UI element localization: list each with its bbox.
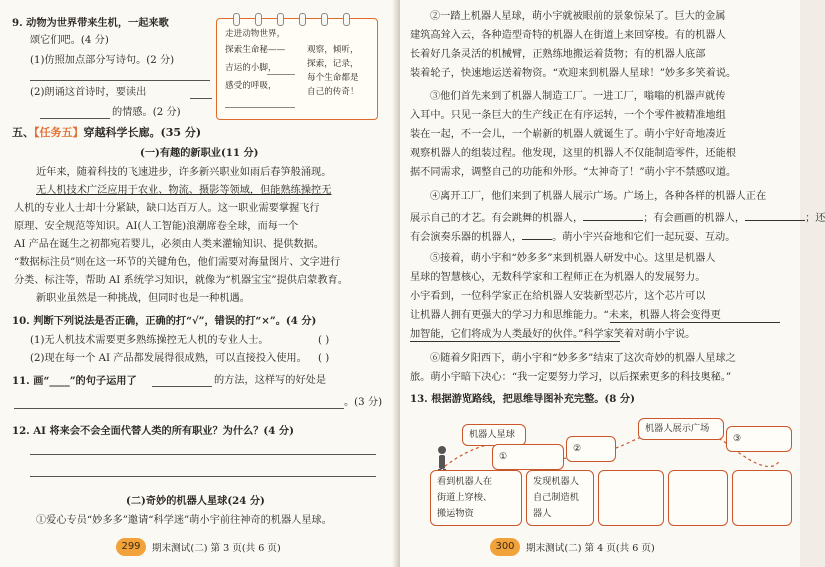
right-para-line: 入耳中。只见一条巨大的生产线正在有序运转，一个个零件被精准地组 (410, 110, 726, 121)
passage1-line: 分类、标注等，帮助 AI 系统学习知识，就像为“机器宝宝”提供启蒙教育。 (14, 275, 348, 286)
q10-s1: (1)无人机技术需要更多熟练操控无人机的专业人士。 (30, 335, 269, 346)
map-detail-2: 发现机器人 自己制造机 器人 (526, 470, 594, 526)
q9-title2: 颂它们吧。(4 分) (30, 35, 109, 46)
underline-mark (410, 341, 620, 342)
right-para-line: 建筑高耸入云，各种造型奇特的机器人在街道上来回穿梭。有的机器人 (410, 30, 726, 41)
q11-blank-2[interactable] (14, 408, 344, 409)
map-node-2[interactable]: ② (566, 436, 616, 462)
map-detail-blank[interactable] (732, 470, 792, 526)
blank[interactable] (583, 209, 643, 221)
right-para-line: 旅。萌小宇暗下决心：“我一定要努力学习，以后探索更多的科技奥秘。” (410, 372, 732, 383)
q9-answer-line-1[interactable] (30, 80, 210, 81)
part2-title: (二)奇妙的机器人星球(24 分) (126, 495, 265, 507)
q9-title: 9. 动物为世界带来生机，一起来歌 (12, 17, 169, 29)
poem-line: 探索，记录， (307, 59, 359, 69)
right-para-line: 小宇看到，一位科学家正在给机器人安装新型芯片，这个芯片可以 (410, 291, 706, 302)
q9-sub2b: 的情感。(2 分) (112, 107, 181, 118)
right-para-line: ②一踏上机器人星球，萌小宇就被眼前的景象惊呆了。巨大的金属 (430, 11, 726, 22)
map-detail-blank[interactable] (668, 470, 728, 526)
blank[interactable] (522, 228, 552, 240)
q9-sub1: (1)仿照加点部分写诗句。(2 分) (30, 55, 175, 66)
part1-title: (一)有趣的新职业(11 分) (140, 147, 259, 159)
part2-p1: ①爱心专员“妙多多”邀请“科学迷”萌小宇前往神奇的机器人星球。 (36, 515, 332, 526)
poem-line: 观察，倾听， (307, 45, 359, 55)
q11-c: 。(3 分) (344, 397, 383, 408)
map-detail-blank[interactable] (598, 470, 664, 526)
poem-line: 每个生命都是 (307, 73, 359, 83)
right-para-line: ④离开工厂，他们来到了机器人展示广场。广场上，各种各样的机器人正在 (430, 191, 767, 202)
q9-answer-line-2b[interactable] (40, 118, 110, 119)
right-para-line: 加智能，它们将成为人类最好的伙伴。”科学家笑着对萌小宇说。 (410, 329, 696, 340)
page-footer: 期末测试(二) 第 4 页(共 6 页) (526, 543, 655, 554)
map-node-start: 机器人星球 (462, 424, 526, 446)
right-para-line: 据不同需求，调整自己的功能和外形。“太神奇了！”萌小宇不禁感叹道。 (410, 167, 737, 178)
right-para-line: 有会演奏乐器的机器人， 。萌小宇兴奋地和它们一起玩耍、互动。 (410, 228, 735, 245)
q12-answer-line[interactable] (30, 476, 376, 477)
q12-title: 12. AI 将来会不会全面代替人类的所有职业？为什么？(4 分) (12, 425, 294, 437)
passage1-line: AI 产品在诞生之初都宛若婴儿，必须由人类来灌输知识、提供数据。 (14, 239, 325, 250)
q10-s2: (2)现在每一个 AI 产品都发展得很成熟，可以直接投入使用。 (30, 353, 307, 364)
poem-note (216, 18, 378, 120)
underline-mark (610, 322, 780, 323)
passage1-line: 新职业虽然是一种挑战，但同时也是一种机遇。 (36, 293, 250, 304)
poem-line: 感受的呼吸， (225, 81, 277, 91)
map-detail-1: 看到机器人在 街道上穿梭、 搬运物资 (430, 470, 522, 526)
q13-title: 13. 根据游览路线，把思维导图补充完整。(8 分) (410, 393, 635, 405)
q10-title: 10. 判断下列说法是否正确，正确的打“√”，错误的打“×”。(4 分) (12, 315, 317, 327)
q9-answer-line-2a[interactable] (190, 98, 212, 99)
passage1-line: 原理、安全规范等知识。AI(人工智能)浪潮席卷全球，而每一个 (14, 221, 299, 232)
right-page (400, 0, 825, 567)
right-para-line: 让机器人拥有更强大的学习力和思维能力。“未来，机器人将会变得更 (410, 310, 721, 321)
poem-line: 走进动物世界， (225, 29, 286, 39)
map-node-square: 机器人展示广场 (638, 418, 724, 440)
q10-answer-1[interactable]: ( ) (318, 335, 330, 346)
q12-answer-line[interactable] (30, 454, 376, 455)
right-para-line: 长着好几条灵活的机械臂，正熟练地搬运着货物；有的机器人底部 (410, 49, 706, 60)
right-para-line: 装着轮子，快速地运送着物资。“欢迎来到机器人星球！”妙多多笑着说。 (410, 68, 737, 79)
passage1-line: 人机的专业人士却十分紧缺，缺口达百万人。这一职业需要掌握飞行 (14, 203, 320, 214)
right-para-line: 装在一起，不一会儿，一个崭新的机器人就诞生了。萌小宇好奇地凑近 (410, 129, 726, 140)
passage1-line: 无人机技术广泛应用于农业、物流、摄影等领域，但能熟练操控无 (36, 185, 332, 196)
right-para-line: ③他们首先来到了机器人制造工厂。一进工厂，嗡嗡的机器声就传 (430, 91, 726, 102)
map-node-1[interactable]: ① (492, 444, 564, 470)
page-number: 300 (490, 538, 520, 556)
right-para-line: 星球的智慧核心，无数科学家和工程师正在为机器人的发展努力。 (410, 272, 706, 283)
blank[interactable] (745, 209, 805, 221)
passage1-line: “数据标注员”则在这一环节的关键角色，他们需要对海量图片、文字进行 (14, 257, 341, 268)
right-para-line: 展示自己的才艺。有会跳舞的机器人， ；有会画画的机器人， ；还 (410, 209, 825, 226)
q11-a: 11. 画“____”的句子运用了 (12, 375, 137, 387)
poem-blank[interactable] (225, 107, 295, 108)
q11-b: 的方法，这样写的好处是 (214, 375, 327, 386)
poem-line: 探索生命秘—— (225, 45, 286, 55)
poem-line: 自己的传奇！ (307, 87, 359, 97)
right-para-line: ⑤接着，萌小宇和“妙多多”来到机器人研发中心。这里是机器人 (430, 253, 716, 264)
right-para-line: ⑥随着夕阳西下，萌小宇和“妙多多”结束了这次奇妙的机器人星球之 (430, 353, 736, 364)
section5-heading: 五、【任务五】穿越科学长廊。(35 分) (12, 126, 202, 139)
page-number: 299 (116, 538, 146, 556)
page-footer: 期末测试(二) 第 3 页(共 6 页) (152, 543, 281, 554)
right-para-line: 观察机器人的组装过程。他发现，这里的机器人不仅能制造零件，还能根 (410, 148, 736, 159)
map-node-3[interactable]: ③ (726, 426, 792, 452)
passage1-line: 近年来，随着科技的飞速进步，许多新兴职业如雨后春笋般涌现。 (36, 167, 332, 178)
poem-line: 吉运的小脚， (225, 63, 277, 73)
q10-answer-2[interactable]: ( ) (318, 353, 330, 364)
poem-blank[interactable] (267, 74, 295, 75)
q9-sub2: (2)朗诵这首诗时，要读出 (30, 87, 147, 98)
q11-blank-1[interactable] (152, 386, 212, 387)
left-page (0, 0, 396, 567)
